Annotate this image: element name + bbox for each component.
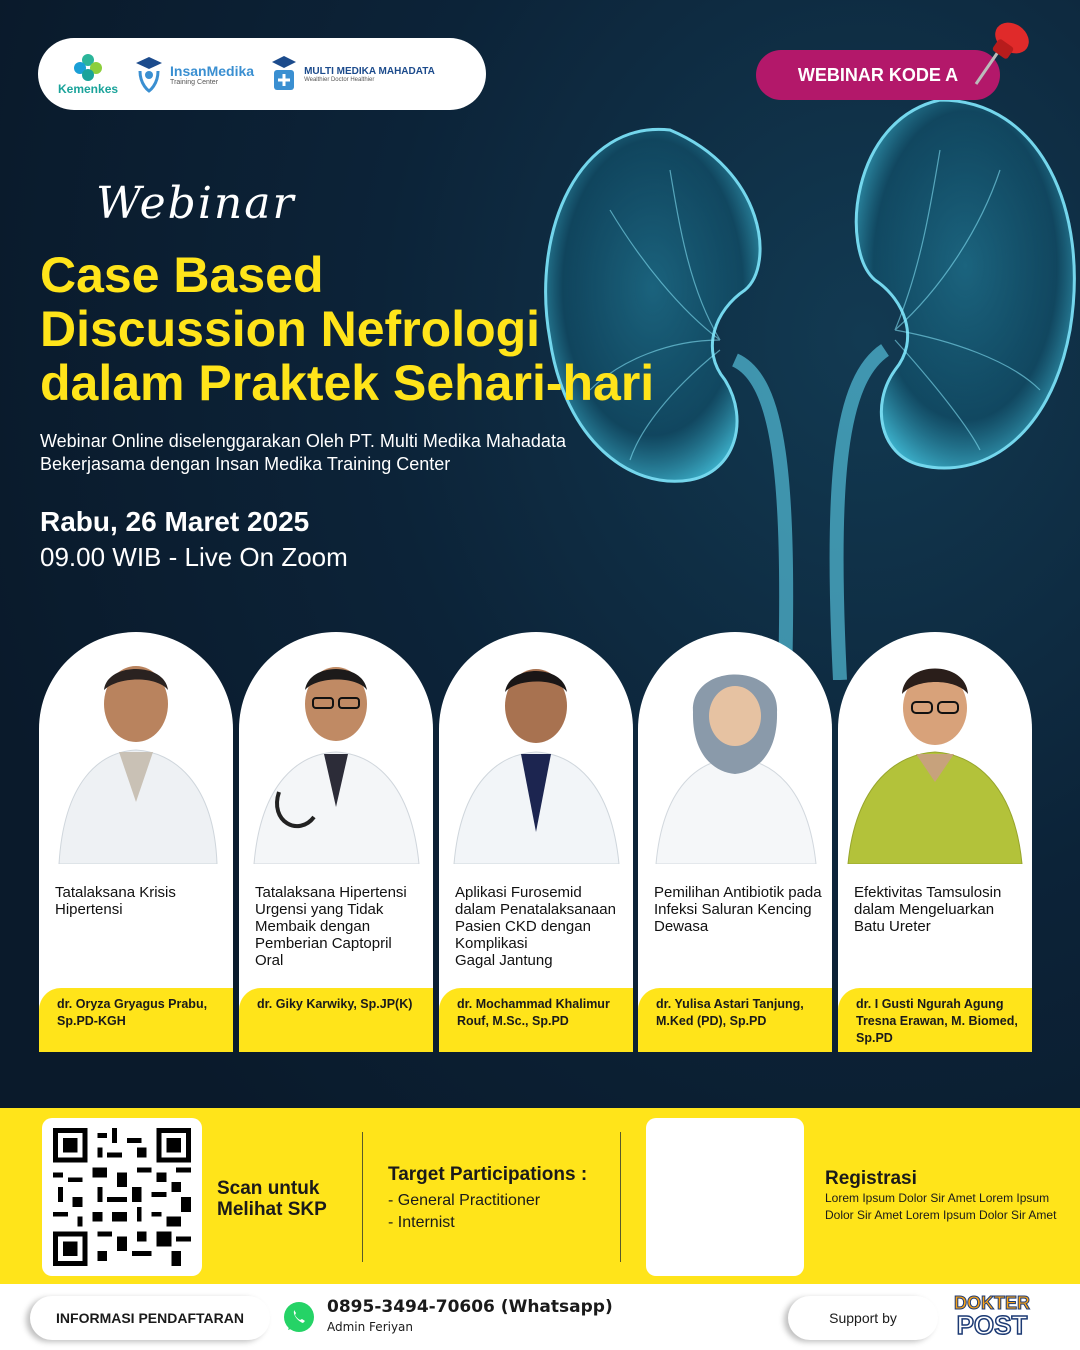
target-item: - General Practitioner	[388, 1192, 541, 1209]
sponsor-line: POST	[956, 1310, 1028, 1340]
webinar-code-badge: WEBINAR KODE A	[756, 50, 1000, 100]
registration-qr-placeholder[interactable]	[646, 1118, 804, 1276]
speaker-name: dr. Mochammad Khalimur Rouf, M.Sc., Sp.PD	[457, 997, 610, 1028]
title-line: Discussion Nefrologi	[40, 301, 541, 357]
qr-code-icon	[52, 1128, 192, 1266]
speaker-name-box	[239, 988, 433, 1052]
speaker-name-box	[638, 988, 832, 1052]
kemenkes-emblem-icon	[71, 52, 105, 82]
speaker-card	[239, 632, 433, 1052]
whatsapp-phone[interactable]: 0895-3494-70606 (Whatsapp)	[327, 1297, 613, 1317]
sponsor-line: DOKTER	[954, 1293, 1030, 1313]
speaker-name: dr. Giky Karwiky, Sp.JP(K)	[257, 997, 413, 1011]
registration-heading: Registrasi	[825, 1168, 917, 1189]
logo-bar	[38, 38, 486, 110]
pushpin-icon	[968, 12, 1038, 92]
insan-medika-logo	[134, 53, 254, 95]
kemenkes-label: Kemenkes	[58, 82, 119, 96]
speaker-photo	[838, 632, 1032, 864]
event-time: 09.00 WIB - Live On Zoom	[40, 542, 348, 572]
scan-line: Melihat SKP	[217, 1199, 327, 1220]
skp-qr-code[interactable]	[42, 1118, 202, 1276]
registration-info	[825, 1168, 1070, 1224]
subtitle-line: Webinar Online diselenggarakan Oleh PT. Multi Medika Mahadata	[40, 431, 566, 451]
talk-topic: Efektivitas Tamsulosin dalam Mengeluarkan Batu Ureter	[854, 884, 1002, 935]
insan-medika-label: InsanMedika	[170, 62, 255, 79]
speaker-card	[439, 632, 633, 1052]
target-participants	[388, 1164, 587, 1234]
registration-info-label: INFORMASI PENDAFTARAN	[30, 1296, 270, 1340]
title-line: Case Based	[40, 247, 324, 303]
talk-topic: Tatalaksana Krisis Hipertensi	[55, 884, 176, 918]
multi-medika-logo	[270, 54, 435, 94]
event-title	[40, 248, 740, 410]
talk-topic: Tatalaksana Hipertensi Urgensi yang Tidak Membaik dengan Pemberian Captopril Oral	[255, 884, 407, 969]
target-heading: Target Participations :	[388, 1164, 588, 1185]
scan-skp-label	[217, 1178, 327, 1220]
speaker-card	[838, 632, 1032, 1052]
scan-line: Scan untuk	[217, 1178, 320, 1199]
speaker-photo	[638, 632, 832, 864]
speaker-name: dr. Yulisa Astari Tanjung, M.Ked (PD), Sp.PD	[656, 997, 804, 1028]
subtitle-line: Bekerjasama dengan Insan Medika Training Center	[40, 454, 451, 474]
divider	[362, 1132, 363, 1262]
multi-medika-emblem-icon	[270, 54, 298, 94]
registration-text: Lorem Ipsum Dolor Sir Amet Lorem Ipsum Dolor Sir Amet Lorem Ipsum Dolor Sir Amet	[825, 1191, 1057, 1222]
speaker-photo	[39, 632, 233, 864]
target-item: - Internist	[388, 1214, 455, 1231]
admin-name: Admin Feriyan	[327, 1320, 414, 1334]
multi-medika-label: MULTI MEDIKA MAHADATA	[304, 65, 435, 77]
talk-topic: Aplikasi Furosemid dalam Penatalaksanaan Pasien CKD dengan Komplikasi Gagal Jantung	[455, 884, 616, 969]
speaker-name-box	[439, 988, 633, 1052]
speaker-name: dr. Oryza Gryagus Prabu, Sp.PD-KGH	[57, 997, 208, 1028]
insan-medika-sub: Training Center	[170, 78, 219, 86]
multi-medika-sub: Wealthier Doctor Healthier	[304, 76, 375, 83]
speaker-photo	[439, 632, 633, 864]
whatsapp-icon[interactable]	[282, 1300, 316, 1334]
insan-medika-emblem-icon	[134, 53, 164, 95]
organizer-text	[40, 430, 566, 476]
talk-topic: Pemilihan Antibiotik pada Infeksi Saluran Kencing Dewasa	[654, 884, 822, 935]
kemenkes-logo	[58, 52, 118, 96]
speaker-name-box	[39, 988, 233, 1052]
title-line: dalam Praktek Sehari-hari	[40, 355, 655, 411]
support-label: Support by	[788, 1296, 938, 1340]
speaker-name: dr. I Gusti Ngurah Agung Tresna Erawan, M. Biomed, Sp.PD	[856, 997, 1018, 1045]
speaker-card	[39, 632, 233, 1052]
speaker-name-box	[838, 988, 1032, 1052]
event-date: Rabu, 26 Maret 2025	[40, 506, 310, 537]
speaker-card	[638, 632, 832, 1052]
speaker-photo	[239, 632, 433, 864]
webinar-script-label: Webinar	[96, 178, 296, 229]
divider	[620, 1132, 621, 1262]
dokter-post-logo	[950, 1294, 1034, 1342]
